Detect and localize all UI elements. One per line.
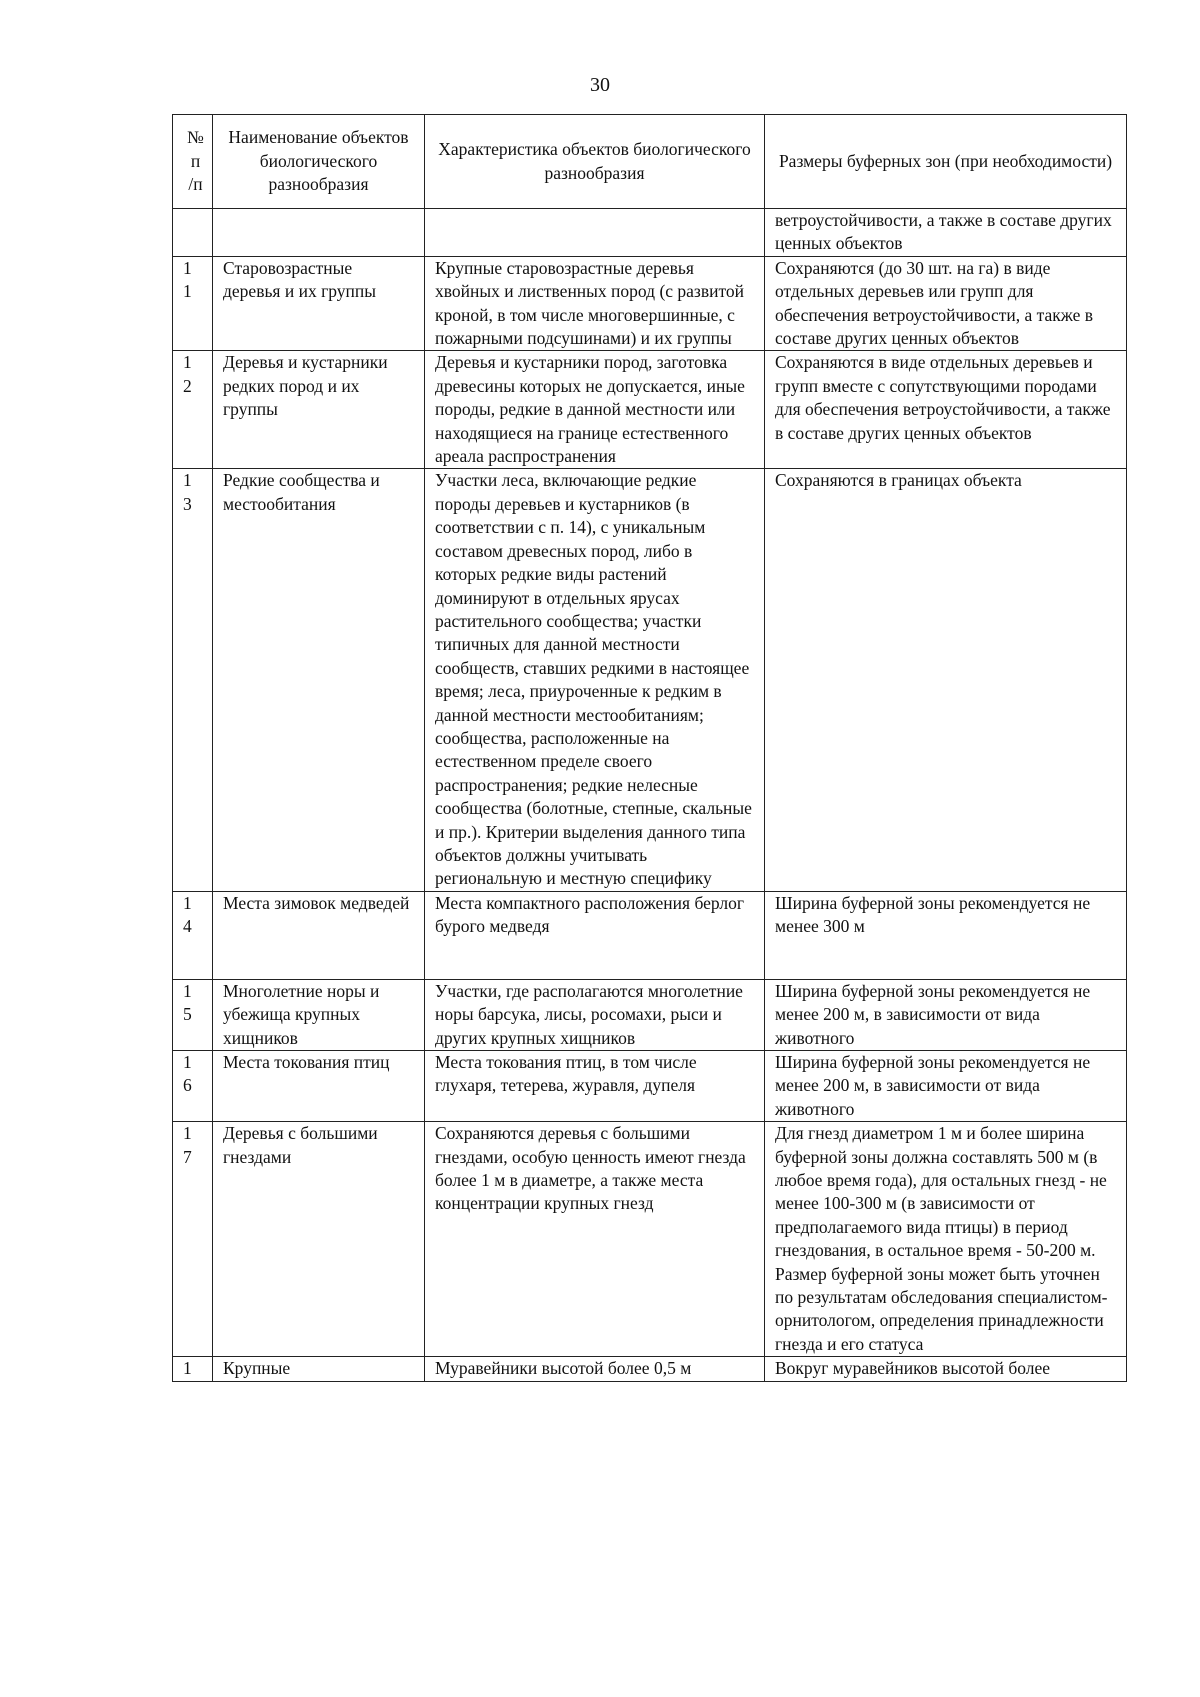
table-row bbox=[173, 351, 1127, 469]
header-num-line: № bbox=[187, 127, 204, 148]
row-buffer: Сохраняются в границах объекта bbox=[765, 469, 1127, 891]
row-characteristic: Места компактного расположения берлог бурого медведя bbox=[425, 891, 765, 979]
row-num-line: 7 bbox=[183, 1146, 192, 1167]
header-name: Наименование объектов биологического разнообразия bbox=[213, 115, 425, 209]
row-num-line: 1 bbox=[183, 281, 192, 302]
row-name: Старовозрастные деревья и их группы bbox=[213, 256, 425, 351]
row-num-line: 5 bbox=[183, 1004, 192, 1025]
table-row bbox=[173, 256, 1127, 351]
page-number: 30 bbox=[590, 74, 610, 96]
row-buffer: Ширина буферной зоны рекомендуется не менее 200 м, в зависимости от вида животного bbox=[765, 1051, 1127, 1122]
header-buffer: Размеры буферных зон (при необходимости) bbox=[765, 115, 1127, 209]
table-row bbox=[173, 1051, 1127, 1122]
row-num-line: 1 bbox=[183, 892, 192, 913]
row-characteristic: Участки, где располагаются многолетние норы барсука, лисы, росомахи, рыси и других крупных хищников bbox=[425, 979, 765, 1050]
header-num-line: п bbox=[190, 150, 201, 171]
row-num bbox=[173, 891, 213, 979]
row-name: Деревья и кустарники редких пород и их группы bbox=[213, 351, 425, 469]
row-num bbox=[173, 209, 213, 257]
row-num bbox=[173, 351, 213, 469]
header-characteristic: Характеристика объектов биологического разнообразия bbox=[425, 115, 765, 209]
row-num-line: 1 bbox=[183, 470, 192, 491]
row-name bbox=[213, 209, 425, 257]
table-row bbox=[173, 979, 1127, 1050]
row-name: Крупные bbox=[213, 1357, 425, 1381]
row-num bbox=[173, 1357, 213, 1381]
row-buffer: Вокруг муравейников высотой более bbox=[765, 1357, 1127, 1381]
header-num-line: /п bbox=[188, 174, 203, 195]
row-buffer: Сохраняются (до 30 шт. на га) в виде отдельных деревьев или групп для обеспечения ветроустойчивости, а также в составе других ценных объектов bbox=[765, 256, 1127, 351]
row-buffer: Ширина буферной зоны рекомендуется не менее 200 м, в зависимости от вида животного bbox=[765, 979, 1127, 1050]
row-characteristic bbox=[425, 209, 765, 257]
row-num-line: 4 bbox=[183, 916, 192, 937]
row-characteristic: Муравейники высотой более 0,5 м bbox=[425, 1357, 765, 1381]
row-num bbox=[173, 979, 213, 1050]
row-name: Места зимовок медведей bbox=[213, 891, 425, 979]
row-num bbox=[173, 469, 213, 891]
row-num bbox=[173, 1122, 213, 1357]
row-num-line: 2 bbox=[183, 375, 192, 396]
row-num-line: 1 bbox=[183, 1052, 192, 1072]
row-characteristic: Сохраняются деревья с большими гнездами, особую ценность имеют гнезда более 1 м в диаметре, а также места концентрации крупных гнезд bbox=[425, 1122, 765, 1357]
row-buffer: Для гнезд диаметром 1 м и более ширина буферной зоны должна составлять 500 м (в любое время года), для остальных гнезд - не менее 100-300 м (в зависимости от предполагаемого вида птицы) в период гнездования, в остальное время - 50-200 м. Размер буферной зоны может быть уточнен по результатам обследования специалистом- орнитологом, определения принадлежности гнезда и его статуса bbox=[765, 1122, 1127, 1357]
row-num bbox=[173, 1051, 213, 1122]
row-name: Редкие сообщества и местообитания bbox=[213, 469, 425, 891]
biodiversity-table bbox=[172, 114, 1127, 1382]
row-characteristic: Участки леса, включающие редкие породы деревьев и кустарников (в соответствии с п. 14), с уникальным составом древесных пород, либо в которых редкие виды растений доминируют в отдельных ярусах растительного сообщества; участки типичных для данной местности сообществ, ставших редкими в настоящее время; леса, приуроченные к редким в данной местности местообитаниям; сообщества, расположенные на естественном пределе своего распространения; редкие нелесные сообщества (болотные, степные, скальные и пр.). Критерии выделения данного типа объектов должны учитывать региональную и местную специфику bbox=[425, 469, 765, 891]
table-header-row bbox=[173, 115, 1127, 209]
row-name: Деревья с большими гнездами bbox=[213, 1122, 425, 1357]
row-num-line: 1 bbox=[183, 1123, 192, 1144]
row-buffer: ветроустойчивости, а также в составе других ценных объектов bbox=[765, 209, 1127, 257]
row-name: Места токования птиц bbox=[213, 1051, 425, 1122]
row-num bbox=[173, 256, 213, 351]
row-num-line: 1 bbox=[183, 352, 192, 373]
row-num-line: 1 bbox=[183, 980, 192, 1001]
row-characteristic: Деревья и кустарники пород, заготовка древесины которых не допускается, иные породы, редкие в данной местности или находящиеся на границе естественного ареала распространения bbox=[425, 351, 765, 469]
table-row bbox=[173, 1357, 1127, 1381]
row-num-line: 1 bbox=[183, 1358, 192, 1379]
row-buffer: Сохраняются в виде отдельных деревьев и групп вместе с сопутствующими породами для обеспечения ветроустойчивости, а также в составе других ценных объектов bbox=[765, 351, 1127, 469]
row-num-line: 1 bbox=[183, 257, 192, 278]
row-characteristic: Крупные старовозрастные деревья хвойных и лиственных пород (с развитой кроной, в том числе многовершинные, с пожарными подсушинами) и их группы bbox=[425, 256, 765, 351]
row-buffer: Ширина буферной зоны рекомендуется не менее 300 м bbox=[765, 891, 1127, 979]
table-row bbox=[173, 891, 1127, 979]
table-row bbox=[173, 209, 1127, 257]
row-num-line: 3 bbox=[183, 493, 192, 514]
table-row bbox=[173, 469, 1127, 891]
table-row bbox=[173, 1122, 1127, 1357]
row-name: Многолетние норы и убежища крупных хищников bbox=[213, 979, 425, 1050]
row-characteristic: Места токования птиц, в том числе глухаря, тетерева, журавля, дупеля bbox=[425, 1051, 765, 1122]
row-num-line: 6 bbox=[183, 1075, 192, 1096]
header-num bbox=[173, 115, 213, 209]
